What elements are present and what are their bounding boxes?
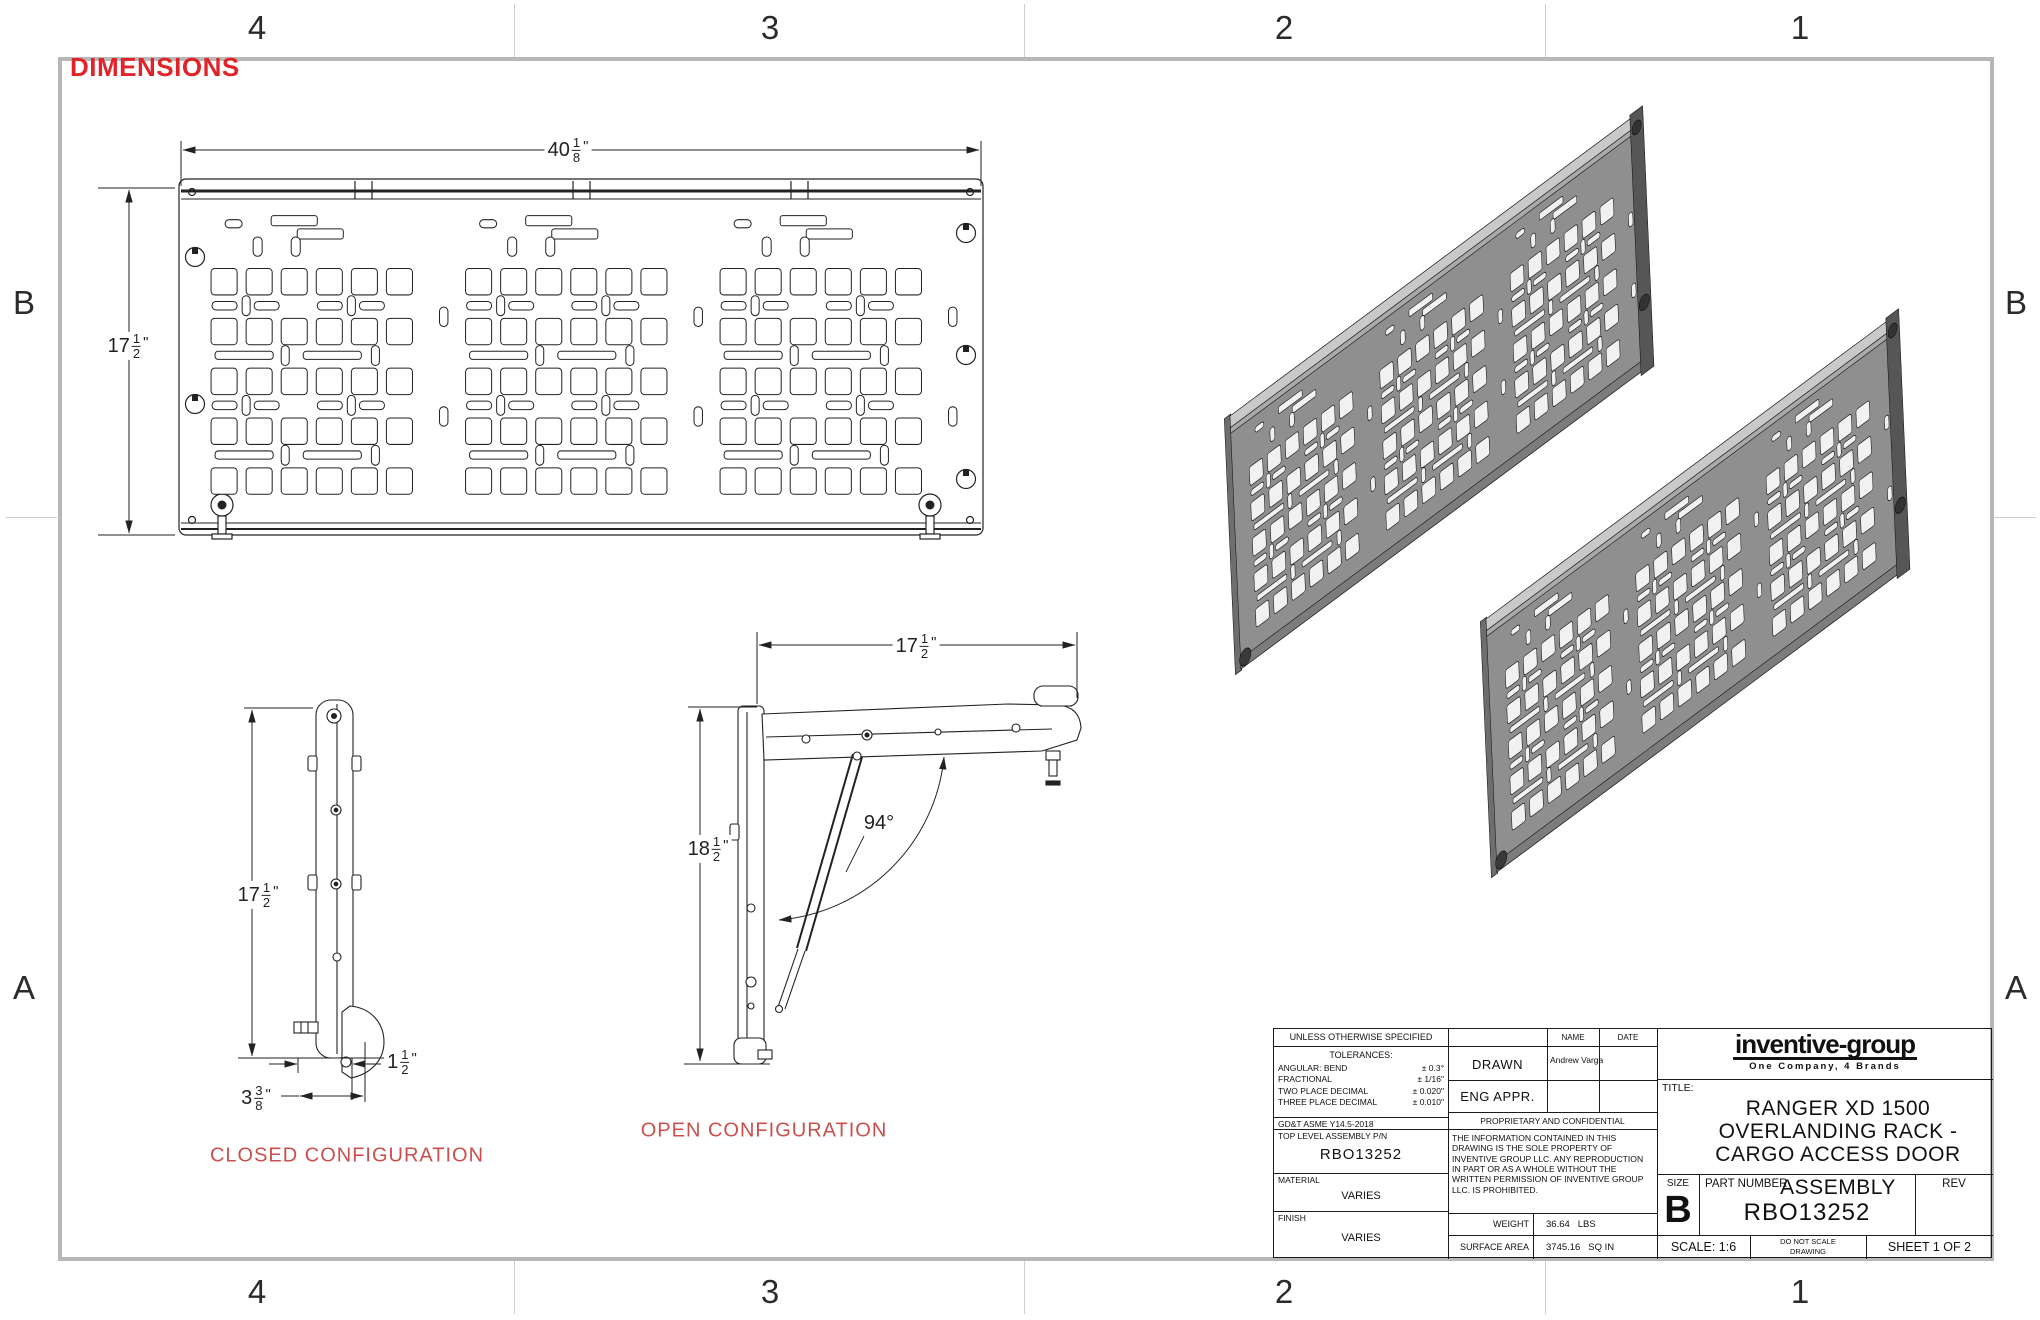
weight-value: 36.64 LBS bbox=[1546, 1219, 1596, 1230]
top-level-label: TOP LEVEL ASSEMBLY P/N bbox=[1278, 1131, 1388, 1141]
title-line: CARGO ACCESS DOOR bbox=[1715, 1143, 1961, 1166]
dim-closed-height: 17 $\frac{1}{2}$ " bbox=[235, 881, 282, 909]
tol-value: ± 0.010" bbox=[1412, 1097, 1444, 1108]
logo-tagline: One Company, 4 Brands bbox=[1749, 1061, 1901, 1072]
confidential-header: PROPRIETARY AND CONFIDENTIAL bbox=[1480, 1116, 1625, 1126]
spec-header: UNLESS OTHERWISE SPECIFIED bbox=[1289, 1032, 1433, 1042]
part-number-value: RBO13252 bbox=[1743, 1199, 1871, 1226]
date-header: DATE bbox=[1617, 1033, 1639, 1042]
open-view bbox=[684, 686, 1081, 1064]
tol-label: TWO PLACE DECIMAL bbox=[1278, 1085, 1369, 1096]
zone-label: 1 bbox=[1790, 9, 1810, 46]
title-line: RANGER XD 1500 bbox=[1745, 1097, 1931, 1120]
zone-label: B bbox=[12, 284, 36, 321]
gdt-note: GD&T ASME Y14.5-2018 bbox=[1278, 1119, 1374, 1129]
zone-label: 1 bbox=[1790, 1273, 1810, 1310]
tol-label: FRACTIONAL bbox=[1278, 1074, 1332, 1085]
drawn-label: DRAWN bbox=[1471, 1057, 1524, 1072]
rev-label: REV bbox=[1942, 1178, 1966, 1190]
dim-open-width: 17 $\frac{1}{2}$ " bbox=[893, 632, 940, 660]
scale-text: SCALE: 1:6 bbox=[1670, 1240, 1737, 1254]
title-block bbox=[1273, 1028, 1992, 1258]
tol-label: THREE PLACE DECIMAL bbox=[1278, 1097, 1378, 1108]
zone-label: B bbox=[2004, 284, 2028, 321]
open-config-label: OPEN CONFIGURATION bbox=[640, 1119, 888, 1142]
tol-value: ± 0.020" bbox=[1412, 1085, 1444, 1096]
material-value: VARIES bbox=[1341, 1190, 1381, 1202]
logo-text: inventive-group bbox=[1734, 1029, 1915, 1059]
dim-front-height: 17 $\frac{1}{2}$ " bbox=[105, 332, 152, 360]
do-not-scale-note bbox=[1750, 1237, 1866, 1257]
drawn-name: Andrew Varga bbox=[1550, 1055, 1604, 1065]
size-value: B bbox=[1664, 1189, 1692, 1231]
do-not-scale-line: DRAWING bbox=[1790, 1246, 1826, 1256]
zone-label: 2 bbox=[1274, 9, 1294, 46]
tolerance-rows bbox=[1274, 1063, 1448, 1109]
zone-label: A bbox=[2004, 969, 2028, 1006]
finish-value: VARIES bbox=[1341, 1232, 1381, 1244]
do-not-scale-line: DO NOT SCALE bbox=[1780, 1237, 1836, 1246]
tol-value: ± 1/16" bbox=[1417, 1074, 1444, 1085]
title-label: TITLE: bbox=[1662, 1082, 1694, 1094]
name-header: NAME bbox=[1561, 1033, 1585, 1042]
finish-label: FINISH bbox=[1278, 1213, 1306, 1223]
drawing-title bbox=[1657, 1097, 1993, 1166]
dim-open-angle: 94° bbox=[861, 813, 897, 833]
dim-front-width: 40 $\frac{1}{8}$ " bbox=[545, 136, 592, 164]
zone-label: 4 bbox=[247, 9, 267, 46]
closed-config-label: CLOSED CONFIGURATION bbox=[209, 1144, 485, 1167]
zone-label: 4 bbox=[247, 1273, 267, 1310]
tol-label: ANGULAR: BEND bbox=[1278, 1063, 1348, 1073]
dim-open-height: 18 $\frac{1}{2}$ " bbox=[685, 835, 732, 863]
zone-label: 3 bbox=[760, 9, 780, 46]
title-line-assembly: ASSEMBLY bbox=[1780, 1176, 1896, 1199]
zone-label: 2 bbox=[1274, 1273, 1294, 1310]
weight-label: WEIGHT bbox=[1493, 1219, 1529, 1229]
page-title: DIMENSIONS bbox=[70, 52, 240, 82]
tolerances-header: TOLERANCES: bbox=[1329, 1050, 1393, 1060]
dim-closed-depth: 3 $\frac{3}{8}$ " bbox=[238, 1084, 274, 1112]
surface-label: SURFACE AREA bbox=[1459, 1242, 1529, 1252]
size-label: SIZE bbox=[1666, 1178, 1690, 1189]
eng-appr-label: ENG APPR. bbox=[1460, 1089, 1535, 1104]
top-level-value: RBO13252 bbox=[1319, 1146, 1403, 1163]
zone-label: 3 bbox=[760, 1273, 780, 1310]
tol-value: ± 0.3° bbox=[1421, 1063, 1444, 1073]
material-label: MATERIAL bbox=[1278, 1175, 1320, 1185]
confidential-text: THE INFORMATION CONTAINED IN THIS DRAWING IS THE SOLE PROPERTY OF INVENTIVE GROUP LLC. ANY REPRODUCTION IN PART OR AS A WHOLE WITHOUT THE WRITTEN PERMISSION OF INVENTIVE GROUP LLC. IS PROHIBITED. bbox=[1452, 1133, 1644, 1195]
surface-value: 3745.16 SQ IN bbox=[1546, 1242, 1615, 1253]
front-view bbox=[179, 179, 983, 539]
zone-label: A bbox=[12, 969, 36, 1006]
company-logo bbox=[1657, 1031, 1993, 1072]
dim-closed-offset: 1 $\frac{1}{2}$ " bbox=[384, 1048, 420, 1076]
sheet-text: SHEET 1 OF 2 bbox=[1887, 1240, 1972, 1254]
part-number-label: PART NUMBER bbox=[1705, 1178, 1788, 1190]
title-line: OVERLANDING RACK - bbox=[1718, 1120, 1958, 1143]
